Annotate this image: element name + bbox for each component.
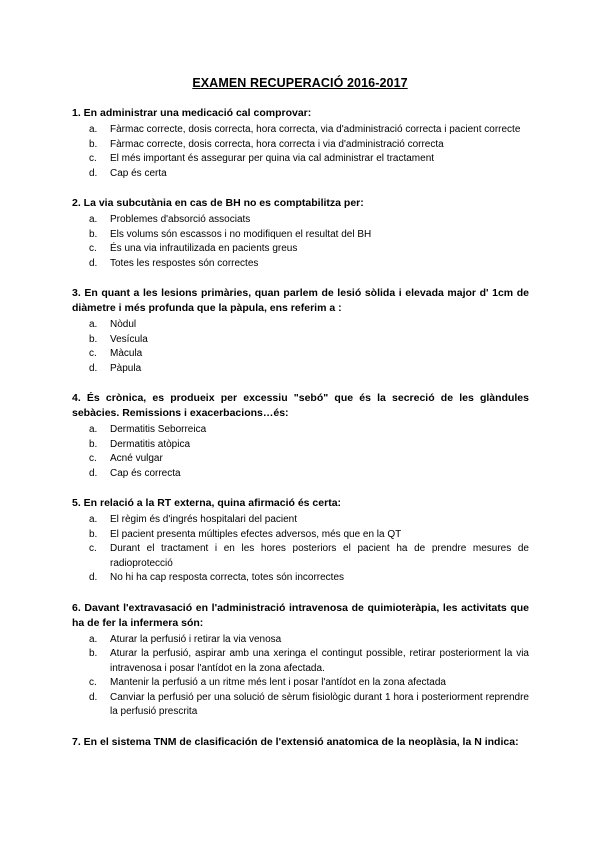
answer-option	[72, 438, 529, 453]
answer-option	[72, 333, 529, 348]
option-text: Vesícula	[110, 333, 148, 345]
question-1	[72, 106, 529, 181]
option-text: Nòdul	[110, 319, 137, 330]
answer-option	[72, 542, 529, 571]
option-letter: c.	[89, 453, 97, 464]
question-text: 7. En el sistema TNM de clasificación de l'extensió anatomica de la neoplàsia, la N indica:	[72, 735, 519, 748]
question-3	[72, 286, 529, 376]
option-text: El més important és assegurar per quina via cal administrar el tractament	[110, 153, 435, 164]
question-text: 1. En administrar una medicació cal comprovar:	[72, 107, 312, 119]
answer-option	[72, 452, 529, 467]
question-text: 3. En quant a les lesions primàries, quan parlem de lesió sòlida i elevada major d' 1cm de diàmetre i més profunda que la pàpula, ens referim a :	[72, 287, 529, 314]
answer-option	[72, 571, 529, 586]
answer-option	[72, 138, 529, 153]
option-text: Acné vulgar	[110, 453, 163, 464]
option-letter: b.	[89, 138, 98, 150]
question-list	[72, 106, 529, 765]
answer-option	[72, 633, 529, 648]
answer-option	[72, 528, 529, 543]
option-text: Fàrmac correcte, dosis correcta, hora correcta i via d'administració correcta	[110, 138, 444, 150]
option-text: Cap és correcta	[110, 467, 181, 479]
option-text: Màcula	[110, 348, 143, 359]
option-letter: d.	[89, 467, 98, 479]
answer-option	[72, 228, 529, 243]
question-4	[72, 391, 529, 481]
answer-option	[72, 467, 529, 482]
option-text: Mantenir la perfusió a un ritme més lent i posar l'antídot en la zona afectada	[110, 677, 446, 688]
option-letter: a.	[89, 214, 98, 225]
option-text: Aturar la perfusió, aspirar amb una xeringa el contingut possible, retirar posteriorment la via intravenosa i posar l'antídot en la zona afectada.	[110, 648, 529, 674]
answer-option	[72, 318, 529, 333]
question-text: 5. En relació a la RT externa, quina afirmació és certa:	[72, 497, 342, 509]
option-letter: b.	[89, 438, 98, 450]
option-text: Fàrmac correcte, dosis correcta, hora correcta, via d'administració correcta i pacient correcte	[110, 124, 521, 135]
question-text: 4. És crònica, es produeix per excessiu "sebó" que és la secreció de les glàndules sebàcies. Remissions i exacerbacions…és:	[72, 392, 529, 419]
answer-options	[72, 513, 529, 586]
answer-option	[72, 423, 529, 438]
option-letter: a.	[89, 319, 98, 330]
option-text: Dermatitis atòpica	[110, 438, 191, 450]
option-text: Totes les respostes són correctes	[110, 257, 259, 269]
option-letter: b.	[89, 333, 98, 345]
answer-options	[72, 213, 529, 271]
option-letter: d.	[89, 691, 98, 703]
option-text: Canviar la perfusió per una solució de sèrum fisiològic durant 1 hora i posteriorment reprendre la perfusió prescrita	[110, 691, 529, 717]
question-6	[72, 601, 529, 720]
option-text: És una via infrautilizada en pacients greus	[110, 243, 298, 254]
option-text: Els volums són escassos i no modifiquen el resultat del BH	[110, 228, 372, 240]
answer-options	[72, 633, 529, 720]
option-letter: c.	[89, 677, 97, 688]
page-title: EXAMEN RECUPERACIÓ 2016-2017	[192, 76, 408, 90]
option-letter: d.	[89, 167, 98, 179]
answer-option	[72, 123, 529, 138]
answer-option	[72, 167, 529, 182]
option-text: Pàpula	[110, 362, 142, 374]
option-letter: c.	[89, 348, 97, 359]
option-text: Dermatitis Seborreica	[110, 424, 207, 435]
answer-option	[72, 647, 529, 676]
answer-option	[72, 242, 529, 257]
option-letter: c.	[89, 543, 97, 554]
option-letter: b.	[89, 648, 98, 659]
answer-option	[72, 362, 529, 377]
option-letter: b.	[89, 228, 98, 240]
option-letter: a.	[89, 633, 98, 645]
option-letter: c.	[89, 153, 97, 164]
option-letter: a.	[89, 424, 98, 435]
option-letter: a.	[89, 124, 98, 135]
question-2	[72, 196, 529, 271]
option-letter: d.	[89, 257, 98, 269]
option-text: Durant el tractament i en les hores posteriors el pacient ha de prendre mesures de radioprotecció	[110, 543, 529, 569]
answer-option	[72, 676, 529, 691]
option-letter: b.	[89, 528, 98, 540]
answer-option	[72, 691, 529, 720]
option-text: Problemes d'absorció associats	[110, 214, 251, 225]
option-letter: d.	[89, 362, 98, 374]
option-text: No hi ha cap resposta correcta, totes són incorrectes	[110, 572, 345, 583]
answer-options	[72, 318, 529, 376]
question-text: 2. La via subcutània en cas de BH no es comptabilitza per:	[72, 197, 364, 209]
question-text: 6. Davant l'extravasació en l'administració intravenosa de quimioteràpia, les activitats que ha de fer la infermera són:	[72, 601, 529, 629]
answer-options	[72, 423, 529, 481]
question-5	[72, 496, 529, 586]
question-7	[72, 735, 529, 750]
option-letter: a.	[89, 514, 98, 525]
answer-option	[72, 347, 529, 362]
option-text: El pacient presenta múltiples efectes adversos, més que en la QT	[110, 528, 402, 540]
answer-option	[72, 213, 529, 228]
answer-option	[72, 152, 529, 167]
answer-option	[72, 513, 529, 528]
option-text: El règim és d'ingrés hospitalari del pacient	[110, 514, 298, 525]
option-text: Aturar la perfusió i retirar la via venosa	[110, 633, 282, 645]
option-letter: c.	[89, 243, 97, 254]
option-text: Cap és certa	[110, 167, 167, 179]
answer-option	[72, 257, 529, 272]
answer-options	[72, 123, 529, 181]
option-letter: d.	[89, 572, 98, 583]
